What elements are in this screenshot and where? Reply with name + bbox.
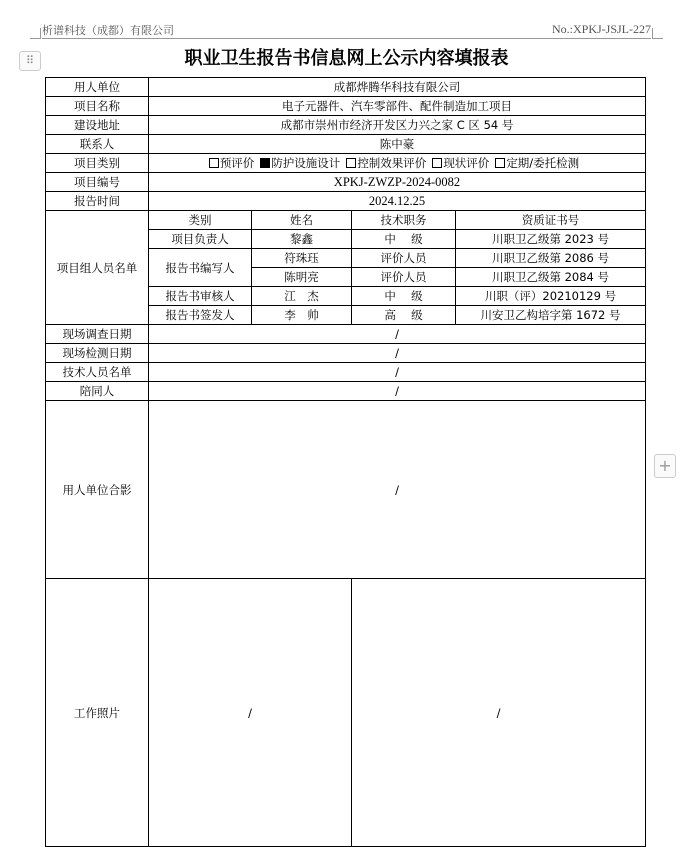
label-report-date: 报告时间 <box>46 192 149 211</box>
checkbox-checked-icon[interactable] <box>260 158 270 168</box>
category-options <box>149 154 646 173</box>
option-periodic-testing[interactable]: 定期/委托检测 <box>495 156 579 170</box>
label-project-name: 项目名称 <box>46 97 149 116</box>
drag-handle-icon[interactable]: ⠿ <box>19 51 41 71</box>
team-title[interactable]: 高 级 <box>352 306 456 325</box>
label-tech-staff: 技术人员名单 <box>46 363 149 382</box>
option-status-eval[interactable]: 现状评价 <box>432 156 489 170</box>
checkbox-icon[interactable] <box>209 158 219 168</box>
value-project-no[interactable]: XPKJ-ZWZP-2024-0082 <box>149 173 646 192</box>
team-header-title: 技术职务 <box>352 211 456 230</box>
value-work-photo-left[interactable]: / <box>149 579 352 847</box>
value-group-photo[interactable]: / <box>149 401 646 579</box>
row-report-date <box>46 192 646 211</box>
row-contact <box>46 135 646 154</box>
page-title: 职业卫生报告书信息网上公示内容填报表 <box>184 48 509 69</box>
row-project-no <box>46 173 646 192</box>
value-project-name[interactable]: 电子元器件、汽车零部件、配件制造加工项目 <box>149 97 646 116</box>
label-project-no: 项目编号 <box>46 173 149 192</box>
label-contact: 联系人 <box>46 135 149 154</box>
crop-mark-top-left <box>30 28 41 39</box>
value-tech-staff[interactable]: / <box>149 363 646 382</box>
row-escort <box>46 382 646 401</box>
value-test-date[interactable]: / <box>149 344 646 363</box>
label-test-date: 现场检测日期 <box>46 344 149 363</box>
team-name[interactable]: 陈明亮 <box>252 268 352 287</box>
team-title[interactable]: 中 级 <box>352 230 456 249</box>
team-name[interactable]: 李 帅 <box>252 306 352 325</box>
value-survey-date[interactable]: / <box>149 325 646 344</box>
label-survey-date: 现场调查日期 <box>46 325 149 344</box>
label-category: 项目类别 <box>46 154 149 173</box>
team-cert[interactable]: 川职（评）20210129 号 <box>456 287 646 306</box>
header-company: 析谱科技（成都）有限公司 <box>42 24 174 37</box>
crop-mark-top-right <box>652 28 663 39</box>
row-work-photos <box>46 579 646 847</box>
team-header-row <box>46 211 646 230</box>
option-protection-design[interactable]: 防护设施设计 <box>260 156 340 170</box>
value-escort[interactable]: / <box>149 382 646 401</box>
value-report-date[interactable]: 2024.12.25 <box>149 192 646 211</box>
label-team: 项目组人员名单 <box>46 211 149 325</box>
row-survey-date <box>46 325 646 344</box>
row-address <box>46 116 646 135</box>
team-header-role: 类别 <box>149 211 252 230</box>
value-contact[interactable]: 陈中豪 <box>149 135 646 154</box>
row-group-photo <box>46 401 646 579</box>
info-form-table <box>45 77 646 847</box>
checkbox-icon[interactable] <box>432 158 442 168</box>
team-name[interactable]: 黎鑫 <box>252 230 352 249</box>
team-title[interactable]: 评价人员 <box>352 268 456 287</box>
header-divider <box>42 38 651 39</box>
team-cert[interactable]: 川职卫乙级第 2084 号 <box>456 268 646 287</box>
team-header-name: 姓名 <box>252 211 352 230</box>
team-title[interactable]: 中 级 <box>352 287 456 306</box>
team-header-cert: 资质证书号 <box>456 211 646 230</box>
team-name[interactable]: 江 杰 <box>252 287 352 306</box>
team-role: 项目负责人 <box>149 230 252 249</box>
checkbox-icon[interactable] <box>346 158 356 168</box>
label-escort: 陪同人 <box>46 382 149 401</box>
team-role: 报告书编写人 <box>149 249 252 287</box>
label-work-photos: 工作照片 <box>46 579 149 847</box>
team-cert[interactable]: 川安卫乙构培字第 1672 号 <box>456 306 646 325</box>
label-address: 建设地址 <box>46 116 149 135</box>
row-project-name <box>46 97 646 116</box>
header-doc-number: No.:XPKJ-JSJL-227 <box>551 22 651 36</box>
row-employer <box>46 78 646 97</box>
value-employer[interactable]: 成都烨腾华科技有限公司 <box>149 78 646 97</box>
team-role: 报告书审核人 <box>149 287 252 306</box>
add-row-icon[interactable]: + <box>654 454 676 478</box>
team-cert[interactable]: 川职卫乙级第 2023 号 <box>456 230 646 249</box>
label-employer: 用人单位 <box>46 78 149 97</box>
option-pre-eval[interactable]: 预评价 <box>209 156 255 170</box>
option-control-effect[interactable]: 控制效果评价 <box>346 156 426 170</box>
label-group-photo: 用人单位合影 <box>46 401 149 579</box>
value-address[interactable]: 成都市崇州市经济开发区力兴之家 C 区 54 号 <box>149 116 646 135</box>
team-title[interactable]: 评价人员 <box>352 249 456 268</box>
row-category <box>46 154 646 173</box>
row-tech-staff <box>46 363 646 382</box>
team-cert[interactable]: 川职卫乙级第 2086 号 <box>456 249 646 268</box>
checkbox-icon[interactable] <box>495 158 505 168</box>
value-work-photo-right[interactable]: / <box>352 579 646 847</box>
row-test-date <box>46 344 646 363</box>
team-name[interactable]: 符珠珏 <box>252 249 352 268</box>
team-role: 报告书签发人 <box>149 306 252 325</box>
